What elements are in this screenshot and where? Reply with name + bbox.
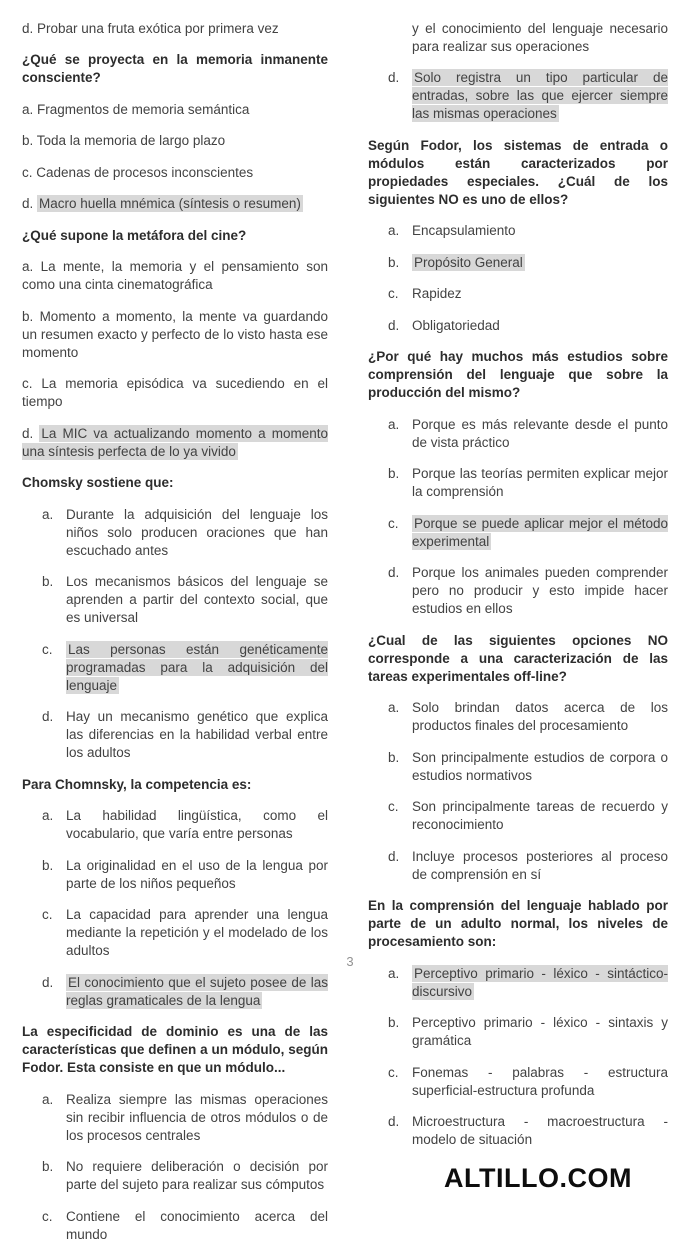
question-title: ¿Qué supone la metáfora del cine? [22, 227, 247, 243]
option-marker: c. [42, 1208, 53, 1224]
option-text: Fonemas - palabras - estructura superficial-estructura profunda [412, 1064, 668, 1098]
answer-option [368, 416, 668, 452]
option-text: Hay un mecanismo genético que explica las diferencias en la habilidad verbal entre los adultos [66, 709, 328, 760]
option-marker: b. [42, 1159, 54, 1174]
question-block [368, 137, 668, 335]
highlighted-answer-text: Las personas están genéticamente programadas para la adquisición del lenguaje [66, 641, 328, 693]
option-text: Contiene el conocimiento acerca del mundo [66, 1208, 328, 1242]
option-marker: b. [388, 254, 400, 270]
question-block [22, 51, 328, 213]
option-marker: c. [388, 286, 399, 301]
question-block [22, 474, 328, 762]
option-marker: a. [388, 965, 400, 981]
option-marker: c. [388, 1064, 399, 1080]
answer-option [368, 564, 668, 618]
option-text: Momento a momento, la mente va guardando un resumen exacto y perfecto de lo visto hasta ese momento [22, 308, 328, 360]
continuation-text: y el conocimiento del lenguaje necesario para realizar sus operaciones [412, 20, 668, 54]
option-marker: b. [42, 857, 54, 873]
question-block [368, 632, 668, 884]
option-marker: c. [22, 164, 33, 180]
answer-option-block [22, 20, 328, 38]
watermark-text: ALTILLO.COM [444, 1162, 632, 1193]
question-block [22, 776, 328, 1010]
option-marker: d. [22, 20, 34, 36]
option-text: Encapsulamiento [412, 223, 516, 238]
answer-option-block [368, 69, 668, 123]
answer-option [22, 1208, 328, 1244]
answer-option [368, 465, 668, 501]
option-marker: d. [42, 974, 54, 990]
option-marker: c. [42, 907, 53, 922]
question-title: Chomsky sostiene que: [22, 475, 174, 490]
option-text: Porque las teorías permiten explicar mejor la comprensión [412, 466, 668, 499]
option-marker: a. [42, 808, 54, 823]
answer-option [368, 222, 668, 240]
option-marker: b. [388, 466, 400, 481]
option-text: La habilidad lingüística, como el vocabulario, que varía entre personas [66, 808, 328, 841]
answer-option [368, 254, 668, 272]
option-text: Microestructura - macroestructura - modelo de situación [412, 1114, 668, 1147]
answer-option [22, 807, 328, 843]
option-text: Realiza siempre las mismas operaciones sin recibir influencia de otros módulos o de los procesos centrales [66, 1091, 328, 1143]
option-text: Incluye procesos posteriores al proceso de comprensión en sí [412, 848, 668, 882]
option-text: Obligatoriedad [412, 317, 500, 333]
answer-option [22, 425, 328, 461]
option-marker: c. [388, 515, 399, 531]
option-marker: b. [22, 133, 34, 148]
option-marker: a. [22, 259, 34, 274]
option-text: La memoria episódica va sucediendo en el tiempo [22, 376, 328, 409]
highlighted-answer-text: Perceptivo primario - léxico - sintáctico-discursivo [412, 965, 668, 999]
option-text: Fragmentos de memoria semántica [37, 101, 250, 117]
option-text: Toda la memoria de largo plazo [36, 133, 226, 148]
answer-option [368, 515, 668, 551]
option-marker: b. [42, 574, 54, 589]
answer-option [22, 641, 328, 695]
answer-option [368, 1064, 668, 1100]
answer-option [22, 20, 328, 38]
option-text: Perceptivo primario - léxico - sintaxis y gramática [412, 1015, 668, 1048]
question-title: La especificidad de dominio es una de las características que definen a un módulo, según Fodor. Esta consiste en que un módulo... [22, 1024, 328, 1075]
highlighted-answer-text: El conocimiento que el sujeto posee de las reglas gramaticales de la lengua [66, 974, 328, 1008]
answer-option [22, 1158, 328, 1194]
question-block [22, 1023, 328, 1244]
option-text: Los mecanismos básicos del lenguaje se aprenden a partir del contexto social, que es universal [66, 574, 328, 625]
option-text: Porque es más relevante desde el punto de vista práctico [412, 416, 668, 450]
page-number: 3 [346, 954, 354, 969]
option-marker: d. [388, 1114, 400, 1129]
answer-option [368, 699, 668, 735]
option-text: No requiere deliberación o decisión por parte del sujeto para realizar sus cómputos [66, 1159, 328, 1192]
option-marker: a. [388, 416, 400, 432]
option-text: Cadenas de procesos inconscientes [36, 164, 254, 180]
column-right [368, 6, 668, 1257]
answer-option [22, 164, 328, 182]
answer-option [22, 101, 328, 119]
question-title: ¿Por qué hay muchos más estudios sobre comprensión del lenguaje que sobre la producción del mismo? [368, 349, 668, 400]
option-marker: c. [388, 799, 399, 814]
answer-option [368, 1014, 668, 1050]
option-marker: a. [22, 101, 34, 117]
answer-option [22, 708, 328, 762]
option-text: Probar una fruta exótica por primera vez [37, 20, 279, 36]
question-title: ¿Qué se proyecta en la memoria inmanente consciente? [22, 52, 328, 85]
question-title: Según Fodor, los sistemas de entrada o módulos están caracterizados por propiedades especiales. ¿Cuál de los siguientes NO es uno de ellos? [368, 137, 668, 207]
highlighted-answer-text: Solo registra un tipo particular de entradas, sobre las que ejercer siempre las mismas operaciones [412, 70, 668, 121]
question-block [368, 348, 668, 618]
answer-option [368, 317, 668, 335]
highlighted-answer-text: Porque se puede aplicar mejor el método experimental [412, 515, 668, 549]
option-marker: d. [22, 425, 34, 441]
option-text: Porque los animales pueden comprender pero no producir y esto impide hacer estudios en ellos [412, 565, 668, 616]
question-title: En la comprensión del lenguaje hablado por parte de un adulto normal, los niveles de procesamiento son: [368, 898, 668, 949]
option-marker: b. [22, 308, 34, 324]
highlighted-answer-text: La MIC va actualizando momento a momento una síntesis perfecta de lo ya vivido [22, 425, 328, 459]
question-title: ¿Cual de las siguientes opciones NO corresponde a una caracterización de las tareas experimentales off-line? [368, 632, 668, 684]
option-marker: b. [388, 1015, 400, 1030]
option-marker: b. [388, 749, 400, 765]
answer-option [368, 1113, 668, 1149]
answer-option [22, 308, 328, 362]
option-text: Durante la adquisición del lenguaje los niños solo producen oraciones que han escuchado antes [66, 506, 328, 558]
option-text: Son principalmente estudios de corpora o estudios normativos [412, 749, 668, 783]
option-text: La originalidad en el uso de la lengua por parte de los niños pequeños [66, 857, 328, 891]
option-text: Son principalmente tareas de recuerdo y reconocimiento [412, 799, 668, 832]
option-text: La mente, la memoria y el pensamiento son como una cinta cinematográfica [22, 259, 328, 292]
option-marker: d. [388, 565, 400, 580]
option-text: Solo brindan datos acerca de los productos finales del procesamiento [412, 700, 668, 733]
answer-option [22, 974, 328, 1010]
answer-option [368, 798, 668, 834]
answer-option [22, 258, 328, 294]
question-block [368, 897, 668, 1149]
answer-option [22, 857, 328, 893]
highlighted-answer-text: Propósito General [414, 254, 523, 270]
option-text: La capacidad para aprender una lengua mediante la repetición y el modelado de los adultos [66, 907, 328, 958]
option-marker: c. [22, 376, 33, 391]
answer-option [22, 132, 328, 150]
answer-option [368, 749, 668, 785]
answer-option [368, 848, 668, 884]
option-marker: d. [388, 848, 400, 864]
option-text: Rapidez [412, 286, 462, 301]
option-marker: c. [42, 641, 53, 657]
answer-option [22, 375, 328, 411]
answer-option [22, 506, 328, 560]
option-marker: a. [388, 700, 400, 715]
answer-option [368, 285, 668, 303]
option-marker: d. [388, 70, 400, 85]
option-marker: a. [42, 1091, 54, 1107]
column-left [22, 6, 328, 1257]
answer-option [22, 195, 328, 213]
answer-option [368, 69, 668, 123]
answer-option [22, 1091, 328, 1145]
answer-option [22, 906, 328, 960]
option-marker: a. [42, 506, 54, 522]
option-marker: a. [388, 223, 400, 238]
option-marker: d. [22, 196, 34, 211]
option-marker: d. [42, 709, 54, 724]
question-title: Para Chomnsky, la competencia es: [22, 776, 252, 792]
question-block [22, 227, 328, 461]
answer-option [22, 573, 328, 627]
option-marker: d. [388, 317, 400, 333]
highlighted-answer-text: Macro huella mnémica (síntesis o resumen) [39, 196, 301, 211]
